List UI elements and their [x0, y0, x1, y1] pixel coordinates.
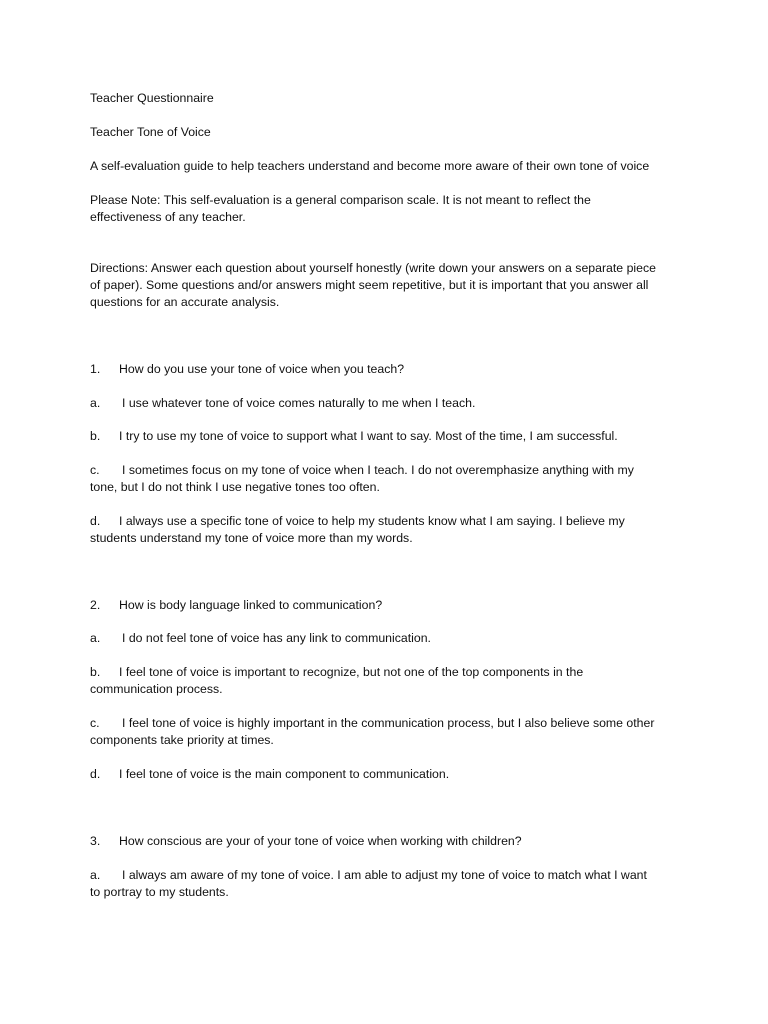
- option-text: I do not feel tone of voice has any link to communication.: [122, 631, 431, 645]
- directions-line: Directions: Answer each question about yourself honestly (write down your answers on a separate piece: [90, 261, 656, 275]
- option-letter: c.: [90, 716, 100, 730]
- answer-option: [90, 630, 690, 647]
- option-letter: a.: [90, 396, 101, 410]
- option-letter: b.: [90, 665, 101, 679]
- option-text: I use whatever tone of voice comes naturally to me when I teach.: [122, 396, 476, 410]
- option-text: I always am aware of my tone of voice. I am able to adjust my tone of voice to match what I want: [122, 868, 647, 882]
- directions-line: of paper). Some questions and/or answers might seem repetitive, but it is important that you answer all: [90, 278, 649, 292]
- question-text: How do you use your tone of voice when you teach?: [119, 362, 405, 376]
- option-letter: d.: [90, 514, 101, 528]
- answer-option: [90, 715, 690, 732]
- option-text: I sometimes focus on my tone of voice when I teach. I do not overemphasize anything with my: [122, 463, 634, 477]
- question-2: [90, 597, 690, 614]
- directions-line: questions for an accurate analysis.: [90, 295, 280, 309]
- option-continuation: students understand my tone of voice more than my words.: [90, 531, 413, 545]
- question-3: [90, 833, 690, 850]
- option-text: I always use a specific tone of voice to help my students know what I am saying. I believe my: [119, 514, 625, 528]
- intro-text: A self-evaluation guide to help teachers understand and become more aware of their own tone of voice: [90, 159, 650, 173]
- question-text: How conscious are your of your tone of voice when working with children?: [119, 834, 522, 848]
- document-subtitle: Teacher Tone of Voice: [90, 125, 211, 139]
- question-number: 3.: [90, 834, 101, 848]
- answer-option: [90, 867, 690, 884]
- question-number: 1.: [90, 362, 101, 376]
- option-letter: b.: [90, 429, 101, 443]
- option-text: I feel tone of voice is important to recognize, but not one of the top components in the: [119, 665, 584, 679]
- option-text: I feel tone of voice is the main component to communication.: [119, 767, 450, 781]
- answer-option: [90, 766, 690, 783]
- document-title: Teacher Questionnaire: [90, 91, 214, 105]
- option-continuation: components take priority at times.: [90, 733, 274, 747]
- question-1: [90, 361, 690, 378]
- option-letter: a.: [90, 631, 101, 645]
- note-line: Please Note: This self-evaluation is a general comparison scale. It is not meant to reflect the: [90, 193, 591, 207]
- answer-option: [90, 462, 690, 479]
- question-text: How is body language linked to communication?: [119, 598, 383, 612]
- option-letter: a.: [90, 868, 101, 882]
- option-letter: d.: [90, 767, 101, 781]
- option-letter: c.: [90, 463, 100, 477]
- note-line: effectiveness of any teacher.: [90, 210, 246, 224]
- question-number: 2.: [90, 598, 101, 612]
- option-continuation: communication process.: [90, 682, 223, 696]
- option-text: I try to use my tone of voice to support what I want to say. Most of the time, I am successful.: [119, 429, 618, 443]
- answer-option: [90, 395, 690, 412]
- option-continuation: to portray to my students.: [90, 885, 229, 899]
- answer-option: [90, 428, 690, 445]
- option-text: I feel tone of voice is highly important in the communication process, but I also believe some other: [122, 716, 655, 730]
- option-continuation: tone, but I do not think I use negative tones too often.: [90, 480, 380, 494]
- answer-option: [90, 513, 690, 530]
- answer-option: [90, 664, 690, 681]
